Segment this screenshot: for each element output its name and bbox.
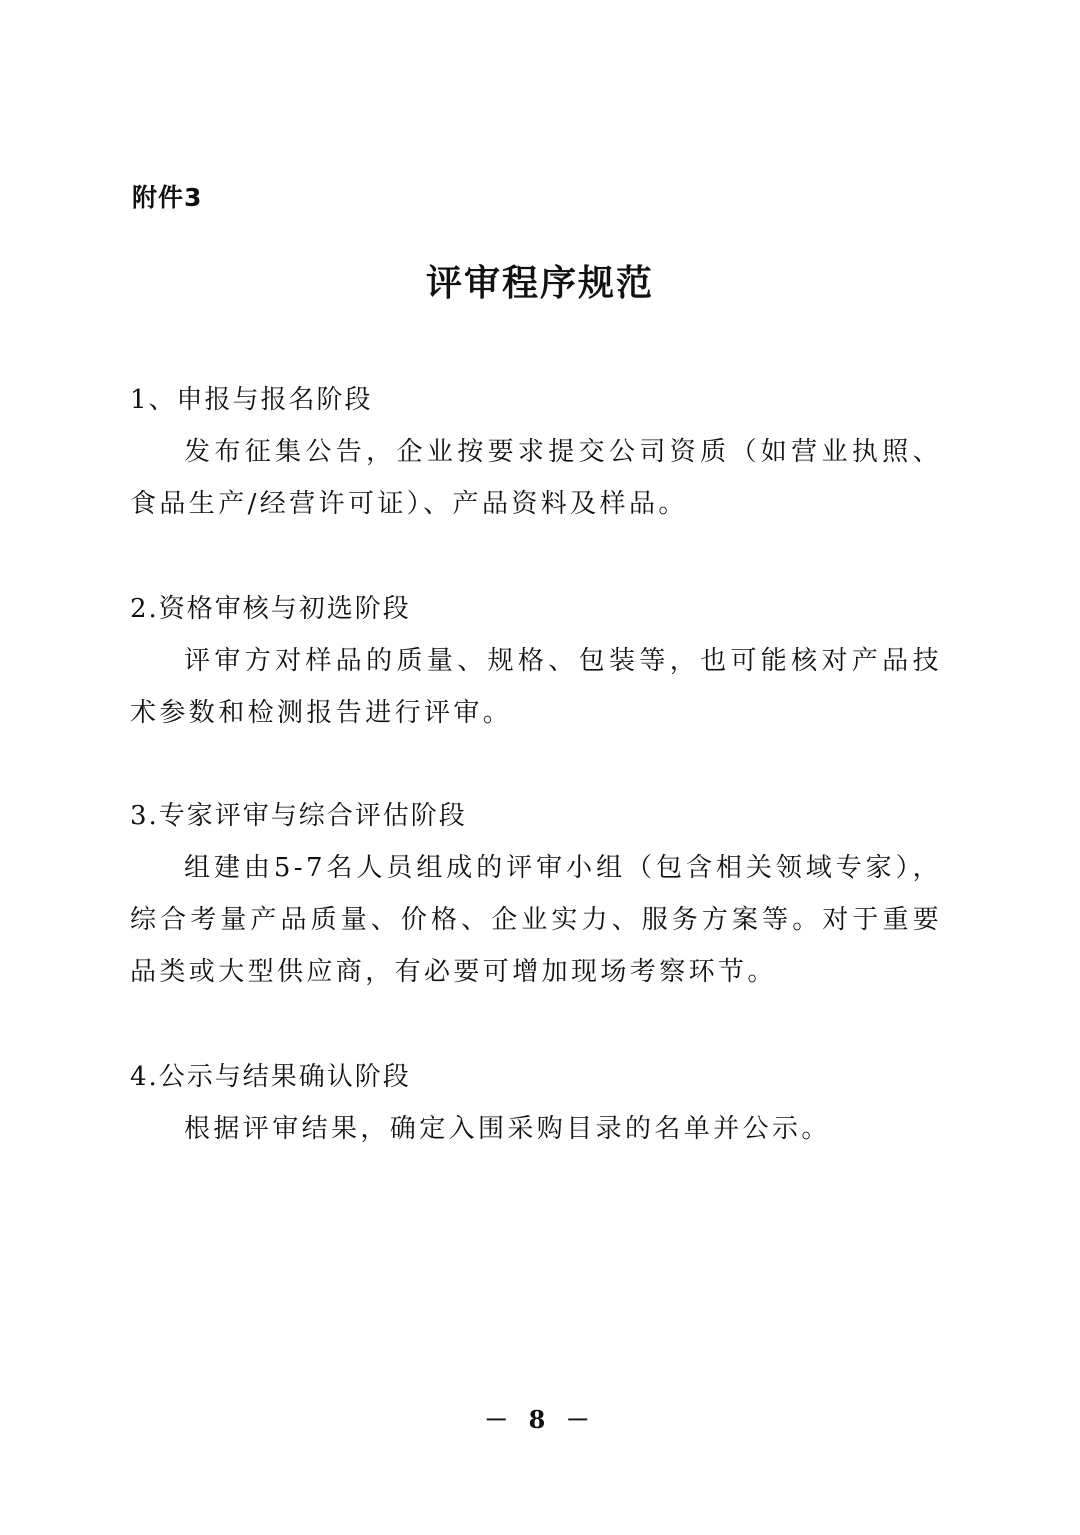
section-qualification-review	[130, 583, 942, 739]
attachment-label: 附件3	[132, 183, 203, 212]
page-number: － 8 －	[484, 1405, 596, 1434]
section-heading: 2.资格审核与初选阶段	[130, 594, 411, 624]
section-heading: 3.专家评审与综合评估阶段	[130, 801, 467, 831]
section-heading: 4.公示与结果确认阶段	[130, 1062, 411, 1092]
section-body: 根据评审结果，确定入围采购目录的名单并公示。	[184, 1114, 831, 1144]
document-title: 评审程序规范	[425, 263, 654, 304]
section-heading: 1、申报与报名阶段	[130, 385, 373, 415]
section-expert-review	[130, 790, 942, 998]
section-body: 组建由5-7名人员组成的评审小组（包含相关领域专家），综合考量产品质量、价格、企业实力、服务方案等。对于重要品类或大型供应商，有必要可增加现场考察环节。	[130, 853, 942, 987]
section-application	[130, 374, 942, 530]
section-publicity-confirmation	[130, 1051, 942, 1155]
section-body: 评审方对样品的质量、规格、包装等，也可能核对产品技术参数和检测报告进行评审。	[130, 646, 942, 728]
section-body: 发布征集公告，企业按要求提交公司资质（如营业执照、食品生产/经营许可证）、产品资料及样品。	[130, 437, 942, 519]
